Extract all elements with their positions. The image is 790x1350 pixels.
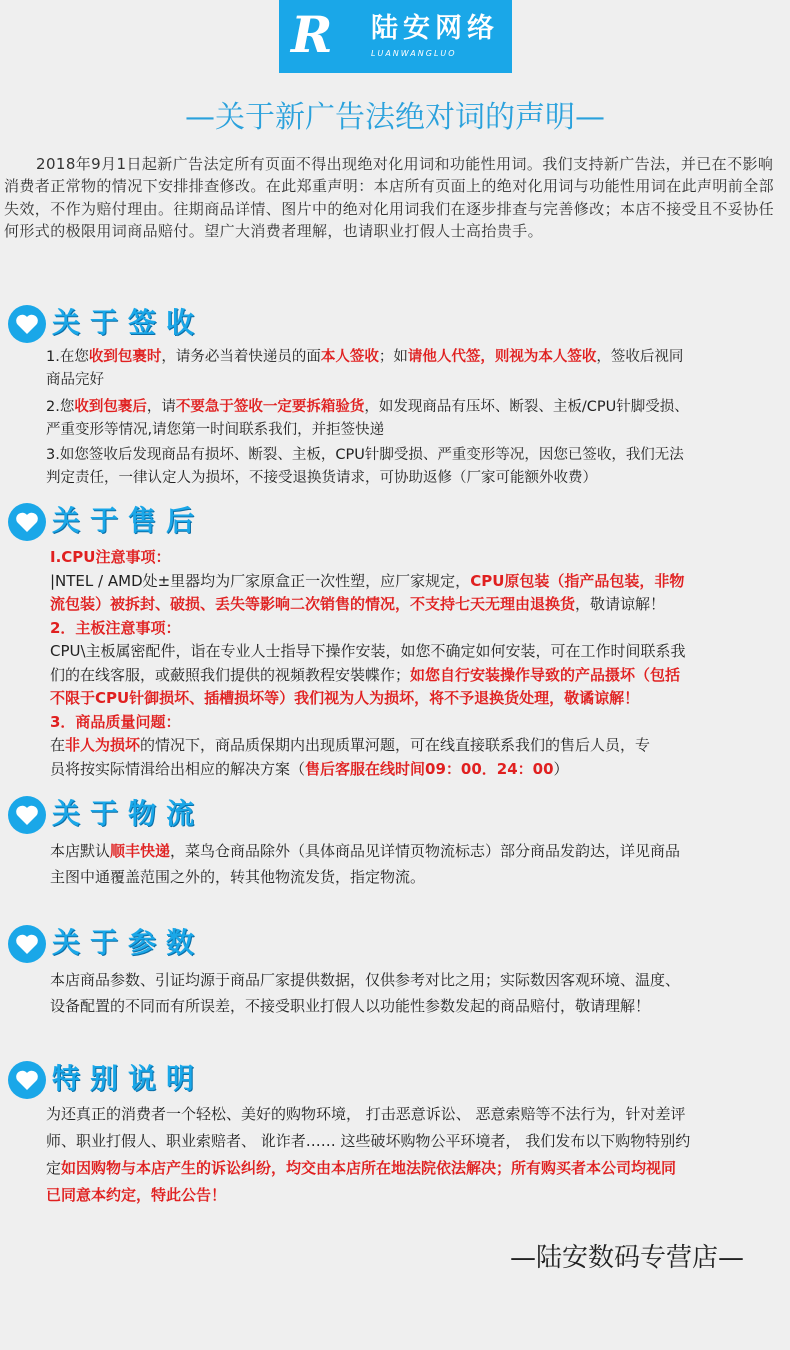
intro-paragraph: 2018年9月1日起新广告法定所有页面不得出现绝对化用词和功能性用词。我们支持新广告法，并已在不影响消费者正常物的情况下安排排查修改。在此郑重声明：本店所有页面上的绝对化用词与功能性用词在此声明前全部失效，不作为赔付理由。往期商品详情、图片中的绝对化用词我们在逐步排查与完善修改；本店不接受且不妥协任何形式的极限用词商品赔付。望广大消费者理解，也请职业打假人士高抬贵手。 <box>4 155 775 240</box>
sign-item-3: 3.如您签收后发现商品有损坏、断裂、主板，CPU针脚受损、严重变形等况，因您已签收，我们无法 判定责任，一律认定人为损坏，不接受退换货请求，可协助返修（厂家可能额外收费） <box>46 447 684 486</box>
section-title: 关于参数 <box>52 926 205 959</box>
special-body: 为还真正的消费者一个轻松、美好的购物环境， 打击恶意诉讼、 恶意索赔等不法行为，针对差评 师、职业打假人、职业索赔者、 讹诈者…… 这些破坏购物公平环境者， 我们发布以下购物特别约 定如因购物与本店产生的诉讼纠纷，均交由本店所在地法院依法解决；所有购买者本公司均视同 已同意本约定，特此公告！ <box>46 1105 691 1204</box>
logo-mark: R <box>291 5 327 64</box>
sign-item-2: 2.您收到包裹后，请不要急于签收一定要拆箱验货，如发现商品有压坏、断裂、主板/CPU针脚受损、 严重变形等情况,请您第一时间联系我们，并拒签快递 <box>46 399 689 438</box>
section-title: 关于物流 <box>52 797 205 830</box>
heart-icon <box>8 925 46 963</box>
section-title: 关于售后 <box>52 504 205 537</box>
heart-icon <box>8 1061 46 1099</box>
section-title: 特别说明 <box>52 1062 205 1095</box>
store-logo <box>279 0 512 73</box>
after-sales-body: I.CPU注意事项： |NTEL / AMD处±里器均为厂家原盒正一次性塑，应厂家规定，CPU原包装（指产品包装，非物 流包装）被拆封、破损、丢失等影响二次销售的情况，不支持七天无理由退换货，敬请谅解！ 2．主板注意事项： CPU\主板属密配件，诣在专业人士指导下操作安装，如您不确定如何安装，可在工作时间联系我 们的在线客服，或蘞照我们提供的视頻教程安裝幉作；如您自行安装操作导致的产品摄坏（包括 不限于CPU针御损坏、插槽损坏等）我们视为人为损坏，将不予退换货处理，敬谲谅解！ 3．商品质量问题： 在非人为损坏的情况下，商品质保期内出现质單河题，可在线直接联系我们的售后人员，专 员将按实际情湒给出相应的解决方案（售后客服在线时间09：00．24：00） <box>50 548 686 778</box>
params-body: 本店商品参数、引证均源于商品厂家提供数据，仅供参考对比之用；实际数因客观环境、温度、 设备配置的不同而有所误差，不接受职业打假人以功能性参数发起的商品赔付，敬请理解！ <box>50 971 681 1015</box>
section-title: 关于签收 <box>52 306 205 339</box>
logo-subtitle: LUANWANGLUO <box>371 49 457 58</box>
page-title: —关于新广告法绝对词的声明— <box>185 100 605 135</box>
sign-item-1: 1.在您收到包裹时，请务必当着快递员的面本人签收；如请他人代签，则视为本人签收，签收后视同 商品完好 <box>46 349 684 388</box>
store-signature: —陆安数码专营店— <box>510 1243 745 1273</box>
heart-icon <box>8 796 46 834</box>
heart-icon <box>8 305 46 343</box>
heart-icon <box>8 503 46 541</box>
logo-brand-name: 陆安网络 <box>371 13 499 44</box>
logistics-body: 本店默认顺丰快递，菜鸟仓商品除外（具体商品见详情页物流标志）部分商品发韵达，详见商品 主图中通覆盖范围之外的，转其他物流发货，指定物流。 <box>50 842 681 886</box>
